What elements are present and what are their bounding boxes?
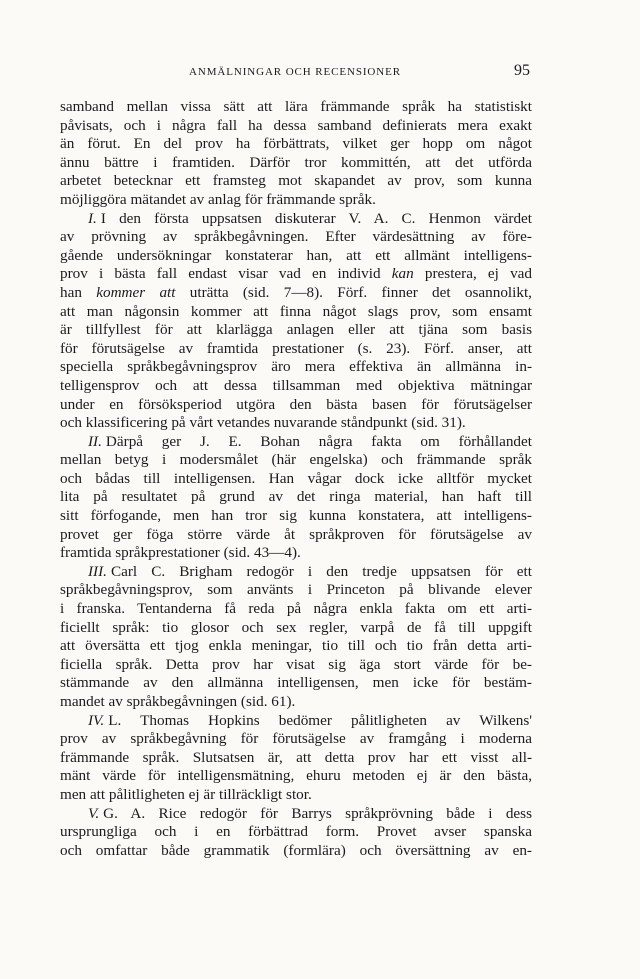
line-text: han — [60, 283, 97, 301]
line-text: telligensprov och att dessa tillsamman med objektiva mätningar — [60, 376, 532, 394]
text-line — [60, 228, 532, 247]
line-text: mellan betyg i modersmålet (här engelska) och främmande språk — [60, 451, 532, 469]
line-text: framtida språkprestationer (sid. 43—4). — [60, 544, 301, 562]
line-text: än förut. En del prov ha förbättrats, vilket ger hopp om något — [60, 135, 532, 153]
line-text: Därpå ger J. E. Bohan några fakta om förhållandet — [105, 432, 532, 450]
line-text: påvisats, och i några fall ha dessa samband definierats mera exakt — [60, 116, 532, 134]
line-text: att översätta ett tjog enkla meningar, tio till och tio från detta arti- — [60, 637, 532, 655]
line-text: I den första uppsatsen diskuterar V. A. C. Henmon värdet — [100, 209, 532, 227]
text-line — [60, 265, 532, 284]
text-line — [60, 749, 532, 768]
text-line — [60, 507, 532, 526]
text-line — [60, 284, 532, 303]
section-numeral: III. — [88, 562, 107, 580]
emphasized-text: kommer att — [96, 283, 176, 301]
text-line — [60, 730, 532, 749]
line-text: gående undersökningar konstaterar han, att ett allmänt intelligens- — [60, 246, 532, 264]
line-text: och omfattar både grammatik (formlära) och översättning av en- — [60, 841, 532, 859]
text-line — [60, 637, 532, 656]
text-line — [60, 303, 532, 322]
text-line — [60, 377, 532, 396]
line-text: av prövning av språkbegåvningen. Efter värdesättning av före- — [60, 228, 532, 246]
line-text: och klassificering på vårt vetandes nuvarande ståndpunkt (sid. 31). — [60, 414, 466, 432]
text-line — [60, 433, 532, 452]
text-line — [60, 712, 532, 731]
text-line — [60, 172, 532, 191]
section-numeral: I. — [88, 209, 97, 227]
line-text: speciella språkbegåvningsprov äro mera effektiva än allmänna in- — [60, 358, 532, 376]
line-text: mänt värde för intelligensmätning, ehuru metoden ej är den bästa, — [60, 767, 532, 785]
text-line — [60, 842, 532, 861]
line-text: men att pålitligheten ej är tillräckligt stor. — [60, 785, 312, 803]
line-text: arbetet betecknar ett framsteg mot skapandet av prov, som kunna — [60, 172, 532, 190]
line-text: lita på resultatet på grund av det ringa material, han haft till — [60, 488, 532, 506]
text-line — [60, 451, 532, 470]
line-text: samband mellan vissa sätt att lära främmande språk ha statistiskt — [60, 98, 532, 115]
page-header — [60, 62, 530, 82]
text-line — [60, 247, 532, 266]
line-text: främmande språk. Slutsatsen är, att detta prov har ett visst all- — [60, 748, 532, 766]
line-text: språkbegåvningsprov, som använts i Princeton på blivande elever — [60, 581, 532, 599]
line-text: för förutsägelse av framtida prestationer (s. 23). Förf. anser, att — [60, 339, 532, 357]
line-text: och bådas till intelligensen. Han vågar dock icke alltför mycket — [60, 469, 532, 487]
line-text: prestera, ej vad — [413, 265, 532, 283]
text-line — [60, 191, 532, 210]
line-text: är tillfyllest för att klarlägga anlagen eller att tjäna som basis — [60, 321, 532, 339]
line-text: provet ger föga större värde åt språkproven för förutsägelse av — [60, 525, 532, 543]
text-line — [60, 823, 532, 842]
text-line — [60, 674, 532, 693]
text-line — [60, 358, 532, 377]
line-text: Carl C. Brigham redogör i den tredje uppsatsen för ett — [110, 562, 532, 580]
line-text: ficiella språk. Detta prov har visat sig äga stort värde för be- — [60, 655, 532, 673]
section-numeral: II. — [88, 432, 102, 450]
line-text: ursprungliga och i en förbättrad form. Provet avser spanska — [60, 823, 532, 841]
text-line — [60, 526, 532, 545]
line-text: stämmande av den allmänna intelligensen, men icke för bestäm- — [60, 674, 532, 692]
text-line — [60, 767, 532, 786]
line-text: ficiellt språk: tio glosor och sex regler, varpå de få till uppgift — [60, 618, 532, 636]
text-line — [60, 619, 532, 638]
text-line — [60, 340, 532, 359]
line-text: att man någonsin kommer att finna något slags prov, som ensamt — [60, 302, 532, 320]
line-text: sitt förfogande, men han tror sig kunna konstatera, att intelligens- — [60, 507, 532, 525]
text-line — [60, 98, 532, 117]
text-line — [60, 321, 532, 340]
running-head: ANMÄLNINGAR OCH RECENSIONER — [189, 66, 401, 78]
text-line — [60, 581, 532, 600]
section-numeral: IV. — [88, 711, 105, 729]
text-line — [60, 210, 532, 229]
text-line — [60, 135, 532, 154]
line-text: L. Thomas Hopkins bedömer pålitligheten av Wilkens' — [108, 711, 532, 729]
line-text: under en försöksperiod utgöra den bästa basen för förutsägelser — [60, 395, 532, 413]
line-text: uträtta (sid. 7—8). Förf. finner det osannolikt, — [175, 283, 532, 301]
line-text: i franska. Tentanderna få reda på några enkla fakta om ett arti- — [60, 600, 532, 618]
text-line — [60, 563, 532, 582]
text-line — [60, 470, 532, 489]
text-line — [60, 600, 532, 619]
text-line — [60, 693, 532, 712]
section-numeral: V. — [88, 804, 100, 822]
body-text — [60, 98, 532, 860]
text-line — [60, 488, 532, 507]
line-text: prov i bästa fall endast visar vad en individ — [60, 265, 392, 283]
text-line — [60, 805, 532, 824]
page-number: 95 — [514, 62, 530, 79]
line-text: G. A. Rice redogör för Barrys språkprövning både i dess — [103, 804, 532, 822]
line-text: mandet av språkbegåvningen (sid. 61). — [60, 693, 296, 710]
text-line — [60, 117, 532, 136]
text-line — [60, 786, 532, 805]
text-line — [60, 414, 532, 433]
emphasized-text: kan — [391, 265, 414, 283]
line-text: prov av språkbegåvning för förutsägelse av framgång i moderna — [60, 730, 532, 748]
text-line — [60, 544, 532, 563]
line-text: möjliggöra mätandet av anlag för främmande språk. — [60, 190, 376, 208]
text-line — [60, 656, 532, 675]
text-line — [60, 154, 532, 173]
line-text: ännu bättre i framtiden. Därför tror kommittén, att det utförda — [60, 153, 532, 171]
text-line — [60, 396, 532, 415]
